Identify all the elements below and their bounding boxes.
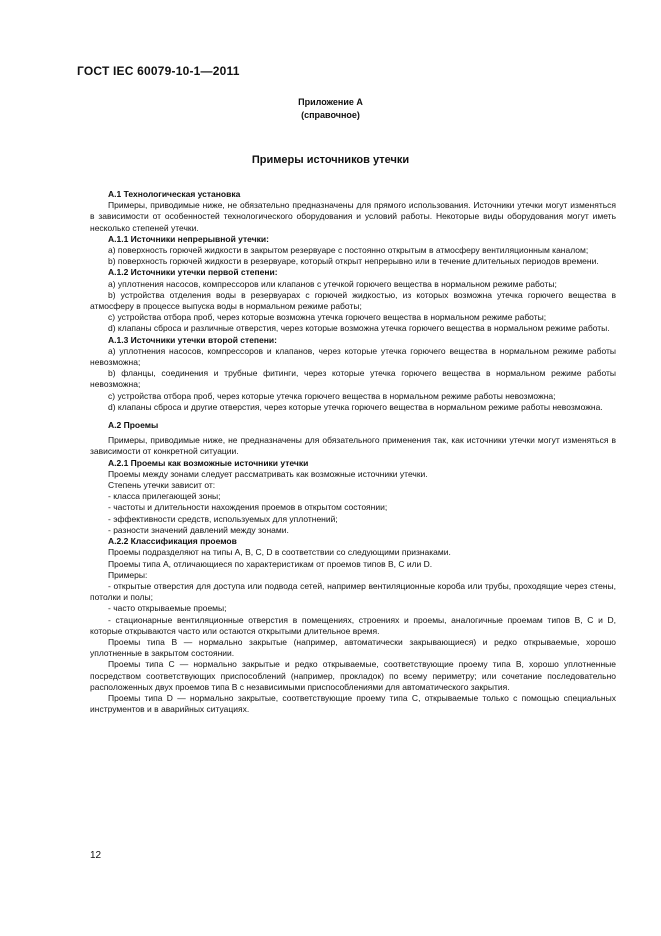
paragraph: Проемы типа D — нормально закрытые, соответствующие проему типа С, открываемые только с помощью специальных инструментов и в аварийных ситуациях. (90, 692, 616, 715)
paragraph: Проемы подразделяют на типы А, В, С, D в соответствии со следующими признаками. (108, 547, 451, 558)
section-heading: А.2.1 Проемы как возможные источники утечки (108, 457, 309, 468)
paragraph: a) поверхность горючей жидкости в закрытом резервуаре с постоянно открытым в атмосферу вентиляционным каналом; (108, 245, 589, 256)
paragraph: c) устройства отбора проб, через которые возможна утечка горючего вещества в нормальном режиме работы; (108, 312, 547, 323)
paragraph: b) устройства отделения воды в резервуарах с горючей жидкостью, из которых возможна утечка горючего вещества в атмосферу в процессе выпуска воды в нормальном режиме работы; (90, 289, 616, 312)
paragraph: d) клапаны сброса и другие отверстия, через которые утечка горючего вещества в нормальном режиме работы невозможна. (108, 401, 603, 412)
paragraph: Проемы типа В — нормально закрытые (например, автоматически закрывающиеся) и редко открываемые, хорошо уплотненные в закрытом состоянии. (90, 636, 616, 659)
paragraph: b) фланцы, соединения и трубные фитинги, через которые утечка горючего вещества в нормальном режиме работы невозможна; (90, 368, 616, 390)
paragraph: Степень утечки зависит от: (108, 480, 216, 491)
paragraph: Примеры: (108, 569, 148, 580)
annex-note: (справочное) (301, 110, 360, 120)
paragraph: Примеры, приводимые ниже, не предназначены для обязательного применения так, как источники утечки могут изменяться в зависимости от конкретной ситуации. (90, 435, 616, 457)
paragraph: - эффективности средств, используемых для уплотнений; (108, 513, 338, 524)
section-heading: А.1.2 Источники утечки первой степени: (108, 267, 278, 278)
paragraph: a) уплотнения насосов, компрессоров и клапанов, через которые утечка горючего вещества в нормальном режиме работы невозможна; (90, 345, 616, 368)
annex-heading (0, 96, 661, 122)
paragraph: Проемы типа С — нормально закрытые и редко открываемые, соответствующие проему типа В, хорошо уплотненные посредством соответствующих приспособлений (например, прокладок) по всему периметру; или сочетание последовательно расположенных двух проемов типа В с независимыми приспособлениями для автоматического закрытия. (90, 659, 616, 692)
paragraph: d) клапаны сброса и различные отверстия, через которые возможна утечка горючего вещества в нормальном режиме работы. (108, 323, 610, 334)
section-heading: А.1 Технологическая установка (108, 189, 241, 199)
paragraph: - часто открываемые проемы; (108, 603, 227, 614)
section-heading: А.1.3 Источники утечки второй степени: (108, 334, 277, 345)
paragraph: a) уплотнения насосов, компрессоров или клапанов с утечкой горючего вещества в нормальном режиме работы; (108, 278, 557, 289)
section-heading: А.2 Проемы (108, 420, 159, 431)
standard-header: ГОСТ IEC 60079-10-1—2011 (77, 64, 240, 78)
paragraph: - открытые отверстия для доступа или подвода сетей, например вентиляционные короба или трубы, проходящие через стены, потолки и полы; (90, 580, 616, 603)
annex-title: Приложение А (298, 97, 363, 107)
paragraph: Проемы типа А, отличающиеся по характеристикам от проемов типов В, С или D. (108, 558, 433, 569)
section-heading: А.1.1 Источники непрерывной утечки: (108, 233, 269, 244)
paragraph: b) поверхность горючей жидкости в резервуаре, который открыт непрерывно или в течение длительных периодов времени. (108, 256, 599, 267)
document-title: Примеры источников утечки (251, 154, 410, 166)
paragraph: - частоты и длительности нахождения проемов в открытом состоянии; (108, 502, 388, 513)
paragraph: Примеры, приводимые ниже, не обязательно предназначены для прямого использования. Источники утечки могут изменяться в зависимости от особенностей технологического оборудования и условий работы. Некоторые виды оборудования могут иметь несколько степеней утечки. (90, 200, 616, 233)
paragraph: - класса прилегающей зоны; (108, 491, 221, 502)
paragraph: Проемы между зонами следует рассматривать как возможные источники утечки. (108, 468, 428, 479)
document-body (90, 189, 616, 715)
section-heading: А.2.2 Классификация проемов (108, 536, 237, 547)
paragraph: - стационарные вентиляционные отверстия в помещениях, строениях и проемы, аналогичные проемам типов В, С и D, которые открываются часто или остаются открытыми длительное время. (90, 614, 616, 636)
paragraph: c) устройства отбора проб, через которые утечка горючего вещества в нормальном режиме работы невозможна; (108, 390, 556, 401)
paragraph: - разности значений давлений между зонами. (108, 524, 289, 535)
page-number: 12 (90, 850, 102, 861)
